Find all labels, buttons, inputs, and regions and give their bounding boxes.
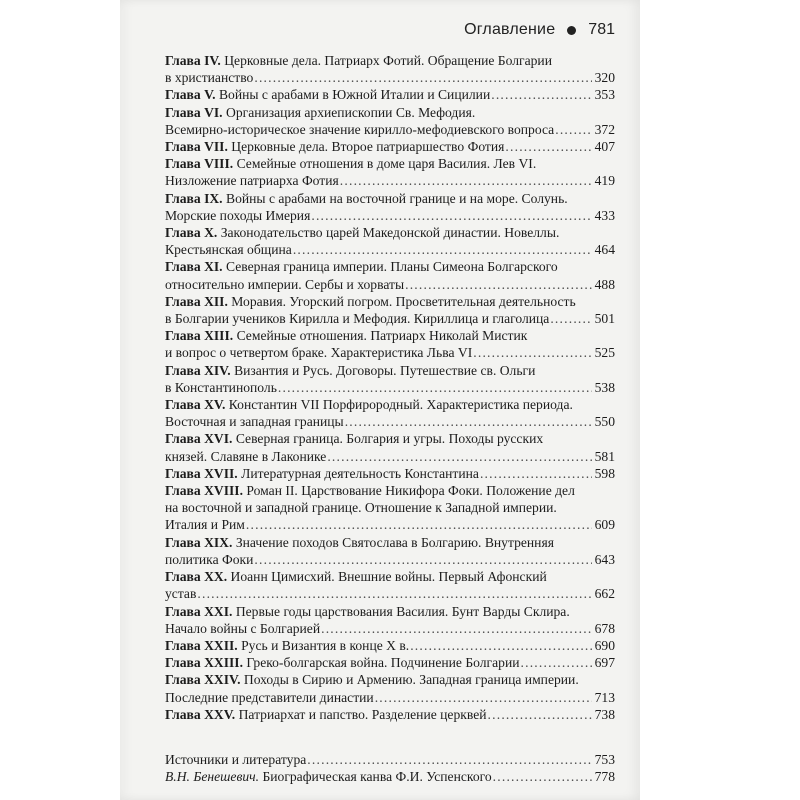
toc-entry [165,190,615,224]
chapter-title: Иоанн Цимисхий. Внешние войны. Первый Афонский [230,569,547,585]
toc-entry-line [165,654,615,671]
page-reference: 643 [594,551,615,567]
toc-entry-line [165,293,615,310]
chapter-number: Глава XIII. [165,328,234,344]
toc-entry-line [165,413,615,430]
dot-leader [550,310,591,327]
dot-leader [254,551,591,568]
toc-entry-text [165,190,568,207]
page-reference: 550 [594,414,615,430]
toc-entry-line [165,585,615,602]
toc-entry-text [165,241,292,258]
toc-entry [165,258,615,292]
toc-entry-line [165,516,615,533]
page-reference: 598 [594,465,615,481]
chapter-number: Глава XI. [165,259,223,275]
page-reference: 407 [594,139,615,155]
dot-leader [410,637,591,654]
page-reference: 538 [594,379,615,395]
page-reference: 609 [594,517,615,533]
chapter-number: Глава XVI. [165,431,233,447]
chapter-title: Семейные отношения в доме царя Василия. Лев VI. [236,156,537,172]
appendix-entry-text [165,751,306,768]
chapter-title: Последние представители династии [165,689,374,705]
toc-entry [165,155,615,189]
chapter-title: Начало войны с Болгарией [165,620,321,636]
toc-entry [165,465,615,482]
chapter-number: Глава XXII. [165,637,238,653]
chapter-title: Русь и Византия в конце X в. [241,637,410,653]
chapter-title: Константин VII Порфирородный. Характеристика периода. [228,397,573,413]
toc-entry-text [165,430,543,447]
chapter-title: и вопрос о четвертом браке. Характеристика Льва VI [165,345,473,361]
chapter-number: Глава V. [165,87,216,103]
toc-entry-text [165,276,404,293]
dot-leader [311,207,591,224]
toc-entry [165,430,615,464]
toc-entry-line [165,207,615,224]
chapter-title: Византия и Русь. Договоры. Путешествие св. Ольги [234,362,536,378]
dot-leader [307,751,591,768]
toc-entry-line [165,224,615,241]
toc-entry-line [165,344,615,361]
author-name: В.Н. Бенешевич. [165,769,260,785]
chapter-title: Литературная деятельность Константина [241,465,479,481]
toc-entry [165,534,615,568]
toc-entry-text [165,551,253,568]
page-reference: 581 [594,448,615,464]
chapter-title: Восточная и западная границы [165,414,344,430]
dot-leader [375,689,592,706]
dot-leader [521,654,592,671]
chapter-title: Северная граница. Болгария и угры. Походы русских [235,431,544,447]
toc-entry [165,706,615,723]
dot-leader [480,465,592,482]
toc-entry [165,138,615,155]
toc-entry-line [165,534,615,551]
toc-entry-text [165,516,245,533]
toc-entry [165,637,615,654]
toc-entry [165,327,615,361]
chapter-title: Первые годы царствования Василия. Бунт Варды Склира. [235,603,570,619]
chapter-title: Морские походы Имерия [165,207,311,223]
toc-entry-text [165,121,554,138]
dot-leader [488,706,592,723]
toc-entry-line [165,499,615,516]
header-page-number: 781 [588,21,615,38]
chapter-number: Глава IV. [165,53,221,68]
toc-entry-line [165,310,615,327]
page-reference: 353 [594,87,615,103]
header-title: Оглавление [464,21,556,38]
page-reference: 464 [594,242,615,258]
toc-entry-line [165,138,615,155]
page-reference: 372 [594,121,615,137]
toc-entry-text [165,396,573,413]
chapter-title: князей. Славяне в Лаконике [165,448,327,464]
toc-entry-line [165,362,615,379]
toc-entry-text [165,207,310,224]
page-reference: 419 [594,173,615,189]
toc-entry-line [165,620,615,637]
toc-entry-line [165,86,615,103]
toc-entry-line [165,689,615,706]
dot-leader [505,138,591,155]
toc-entry [165,482,615,534]
chapter-title: Церковные дела. Патриарх Фотий. Обращение Болгарии [224,53,552,68]
toc-entry [165,603,615,637]
toc-entry [165,52,615,86]
toc-entry-line [165,465,615,482]
toc-entry-line [165,671,615,688]
page-reference: 320 [594,70,615,86]
chapter-title: на восточной и западной границе. Отношение к Западной империи. [165,500,557,516]
toc-entry-text [165,327,527,344]
chapter-title: Италия и Рим [165,517,245,533]
toc-entry-line [165,69,615,86]
chapter-title: политика Фоки [165,551,254,567]
toc-entry-text [165,362,535,379]
toc-entry [165,224,615,258]
toc-entry-text [165,706,487,723]
chapter-title: Законодательство царей Македонской династии. Новеллы. [220,225,560,241]
chapter-title: Роман II. Царствование Никифора Фоки. Положение дел [246,483,575,499]
dot-leader [345,413,592,430]
toc-entry [165,104,615,138]
section-gap [165,723,615,751]
toc-entry-text [165,258,558,275]
toc-entry-text [165,448,326,465]
chapter-title: Семейные отношения. Патриарх Николай Мистик [236,328,528,344]
toc-entry-line [165,706,615,723]
toc-entry-line [165,551,615,568]
toc-entry-line [165,155,615,172]
toc-entry-line [165,104,615,121]
chapter-title: Всемирно-историческое значение кирилло-мефодиевского вопроса [165,121,555,137]
chapter-number: Глава XIV. [165,362,231,378]
dot-leader [491,86,591,103]
chapter-number: Глава XXV. [165,706,236,722]
toc-entry [165,568,615,602]
toc-entry-line [165,258,615,275]
chapter-title: Крестьянская община [165,242,292,258]
page-reference: 713 [594,689,615,705]
page-reference: 525 [594,345,615,361]
dot-leader [278,379,592,396]
chapter-title: относительно империи. Сербы и хорваты [165,276,405,292]
toc-entry-text [165,654,520,671]
toc-entry-text [165,293,576,310]
dot-leader [405,276,592,293]
toc-entry-line [165,241,615,258]
toc-entry-line [165,430,615,447]
dot-leader [327,448,591,465]
dot-leader [246,516,592,533]
page-reference: 753 [594,751,615,767]
chapter-title: устав [165,586,197,602]
chapter-number: Глава IX. [165,190,223,206]
toc-entry-text [165,568,547,585]
dot-leader [254,69,591,86]
chapter-number: Глава XII. [165,293,228,309]
chapter-title: Моравия. Угорский погром. Просветительная деятельность [231,293,576,309]
toc-entry-line [165,276,615,293]
dot-leader [321,620,592,637]
chapter-title: Северная граница империи. Планы Симеона Болгарского [226,259,558,275]
page-reference: 778 [594,769,615,785]
toc-entry [165,86,615,103]
toc-entry-text [165,603,570,620]
chapter-title: Греко-болгарская война. Подчинение Болгарии [246,655,520,671]
chapter-title: Походы в Сирию и Армению. Западная граница империи. [243,672,579,688]
chapter-title: Войны с арабами на восточной границе и на море. Солунь. [226,190,568,206]
appendix-entry [165,751,615,768]
chapter-number: Глава XV. [165,397,226,413]
toc-entry-text [165,172,339,189]
chapter-number: Глава X. [165,225,218,241]
page-reference: 690 [594,637,615,653]
toc-entry-text [165,379,277,396]
chapter-number: Глава XXI. [165,603,233,619]
chapter-number: Глава VIII. [165,156,234,172]
page-reference: 738 [594,706,615,722]
toc-entry [165,654,615,671]
toc-entry [165,396,615,430]
toc-entry [165,671,615,705]
chapter-number: Глава XIX. [165,534,233,550]
toc-entry-line [165,448,615,465]
chapter-number: Глава VII. [165,139,228,155]
toc-entry-text [165,413,344,430]
dot-leader [473,344,591,361]
toc-entry-text [165,637,409,654]
toc-entry-text [165,499,557,516]
toc-entry-line [165,637,615,654]
toc-entry-line [165,121,615,138]
chapter-title: Патриархат и папство. Разделение церквей [238,706,487,722]
toc-entry [165,293,615,327]
toc-entry-line [165,603,615,620]
toc-entry-line [165,172,615,189]
page-reference: 662 [594,586,615,602]
toc-entry-line [165,379,615,396]
chapter-number: Глава VI. [165,104,223,120]
toc-entry-text [165,482,575,499]
page-reference: 501 [594,311,615,327]
toc-entry-text [165,69,253,86]
appendix-entry [165,768,615,785]
toc-entry-text [165,344,472,361]
toc-entry-line [165,52,615,69]
page-reference: 678 [594,620,615,636]
toc-entry-text [165,104,475,121]
chapter-number: Глава XVIII. [165,483,243,499]
toc-entry-line [165,482,615,499]
dot-leader [197,585,591,602]
toc-entry-text [165,52,552,69]
dot-leader [555,121,591,138]
toc-entry-text [165,465,479,482]
chapter-title: Значение походов Святослава в Болгарию. Внутренняя [235,534,554,550]
chapter-number: Глава XXIV. [165,672,241,688]
toc-entry-text [165,534,554,551]
toc-entry-text [165,689,374,706]
toc-entry-text [165,671,579,688]
toc-entry-text [165,155,536,172]
dot-leader [340,172,592,189]
chapter-title: Низложение патриарха Фотия [165,173,339,189]
toc-entry [165,362,615,396]
chapter-title: в Константинополь [165,379,277,395]
page-reference: 433 [594,207,615,223]
toc-entry-text [165,138,504,155]
chapter-title: Церковные дела. Второе патриаршество Фотия [231,139,505,155]
toc-entry-text [165,86,490,103]
page-reference: 488 [594,276,615,292]
chapter-number: Глава XX. [165,569,228,585]
toc-entry-line [165,568,615,585]
running-header [165,18,615,42]
dot-leader [293,241,592,258]
chapter-number: Глава XVII. [165,465,238,481]
chapter-title: в Болгарии учеников Кирилла и Мефодия. Кириллица и глаголица [165,311,550,327]
toc-entry-text [165,620,320,637]
toc-entry-line [165,396,615,413]
toc-entry-text [165,585,196,602]
page-reference: 697 [594,655,615,671]
chapter-title: Войны с арабами в Южной Италии и Сицилии [218,87,491,103]
toc-entry-line [165,190,615,207]
appendix-title: Источники и литература [165,751,307,767]
toc-entry-text [165,224,559,241]
bullet-dot-icon [567,26,576,35]
appendix-entry-text [165,768,492,785]
appendix-title: Биографическая канва Ф.И. Успенского [262,769,492,785]
table-of-contents [165,52,615,785]
chapter-number: Глава XXIII. [165,655,243,671]
toc-entry-line [165,327,615,344]
toc-entry-text [165,310,549,327]
dot-leader [493,768,592,785]
chapter-title: Организация архиепископии Св. Мефодия. [226,104,476,120]
chapter-title: в христианство [165,70,254,86]
